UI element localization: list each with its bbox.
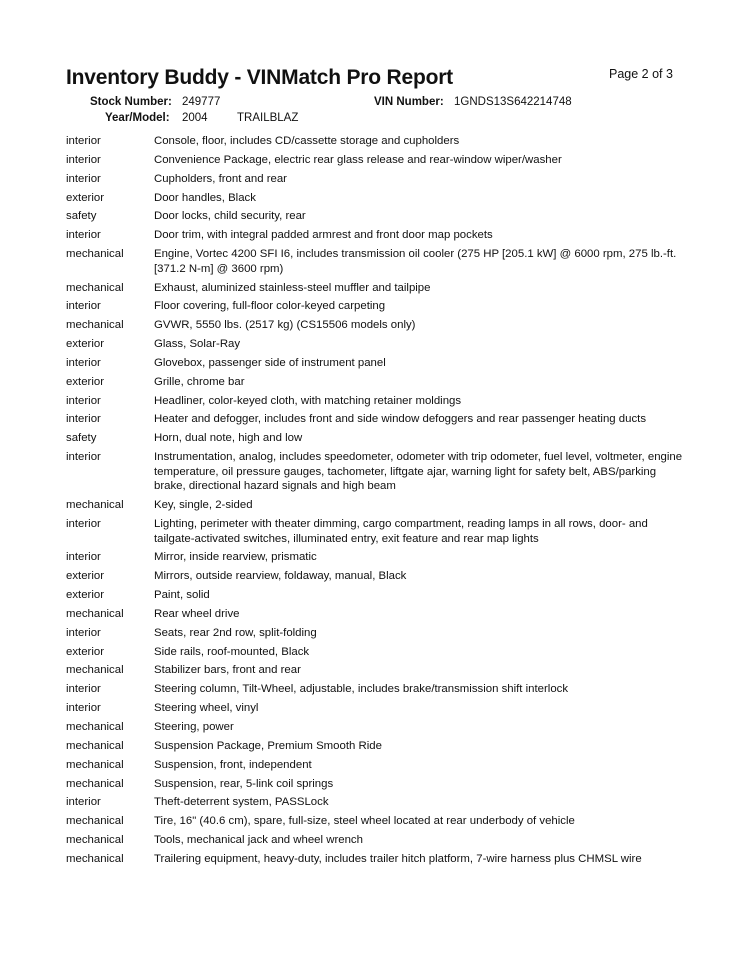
equipment-category: exterior	[66, 375, 104, 388]
equipment-category: interior	[66, 172, 101, 185]
equipment-description: Theft-deterrent system, PASSLock	[154, 796, 329, 809]
equipment-description: Trailering equipment, heavy-duty, includes trailer hitch platform, 7-wire harness plus CHMSL wire	[154, 852, 642, 865]
equipment-category: interior	[66, 356, 101, 369]
stock-number-value: 249777	[182, 96, 221, 108]
stock-number-label: Stock Number:	[90, 96, 172, 108]
equipment-row	[66, 337, 686, 352]
equipment-category: mechanical	[66, 664, 124, 677]
equipment-row	[66, 191, 686, 206]
equipment-row	[66, 299, 686, 314]
equipment-row	[66, 852, 686, 867]
equipment-category: interior	[66, 153, 101, 166]
equipment-category: mechanical	[66, 607, 124, 620]
equipment-row	[66, 682, 686, 697]
equipment-description: Exhaust, aluminized stainless-steel muffler and tailpipe	[154, 281, 431, 294]
equipment-category: interior	[66, 135, 101, 147]
equipment-description: Door trim, with integral padded armrest and front door map pockets	[154, 229, 493, 242]
equipment-row	[66, 607, 686, 622]
equipment-row	[66, 172, 686, 187]
equipment-category: exterior	[66, 338, 104, 351]
equipment-row	[66, 569, 686, 584]
equipment-category: mechanical	[66, 248, 124, 261]
equipment-category: interior	[66, 229, 101, 242]
year-value: 2004	[182, 112, 208, 124]
equipment-description: Suspension Package, Premium Smooth Ride	[154, 739, 382, 752]
equipment-category: mechanical	[66, 852, 124, 865]
equipment-row	[66, 356, 686, 371]
equipment-category: interior	[66, 517, 101, 530]
equipment-description: Side rails, roof-mounted, Black	[154, 645, 310, 658]
equipment-description: Rear wheel drive	[154, 607, 240, 620]
equipment-description: Mirror, inside rearview, prismatic	[154, 551, 317, 564]
equipment-row	[66, 833, 686, 848]
equipment-description: Floor covering, full-floor color-keyed carpeting	[154, 300, 386, 313]
equipment-description: Lighting, perimeter with theater dimming, cargo compartment, reading lamps in all rows, door- and tailgate-activated switches, illuminated entry, exit feature and rear map lights	[154, 517, 648, 545]
equipment-description: Stabilizer bars, front and rear	[154, 664, 301, 677]
equipment-category: mechanical	[66, 758, 124, 771]
model-value: TRAILBLAZ	[237, 112, 299, 124]
equipment-category: interior	[66, 796, 101, 809]
equipment-row	[66, 588, 686, 603]
equipment-category: mechanical	[66, 281, 124, 294]
equipment-row	[66, 228, 686, 243]
equipment-category: interior	[66, 683, 101, 696]
equipment-row	[66, 318, 686, 333]
equipment-category: mechanical	[66, 777, 124, 790]
equipment-category: mechanical	[66, 721, 124, 733]
equipment-category: interior	[66, 451, 101, 464]
equipment-description: Mirrors, outside rearview, foldaway, manual, Black	[154, 570, 407, 583]
equipment-row	[66, 758, 686, 773]
equipment-row	[66, 134, 686, 149]
equipment-row	[66, 777, 686, 792]
equipment-category: interior	[66, 394, 101, 407]
equipment-row	[66, 153, 686, 168]
equipment-category: mechanical	[66, 834, 124, 847]
equipment-description: Grille, chrome bar	[154, 375, 245, 388]
equipment-description: Headliner, color-keyed cloth, with matching retainer moldings	[154, 394, 462, 407]
equipment-row	[66, 498, 686, 513]
equipment-row	[66, 701, 686, 716]
report-title: Inventory Buddy - VINMatch Pro Report	[66, 66, 453, 89]
equipment-description: Glass, Solar-Ray	[154, 338, 241, 351]
equipment-row	[66, 795, 686, 810]
equipment-description: Door locks, child security, rear	[154, 210, 306, 223]
equipment-category: mechanical	[66, 815, 124, 828]
equipment-row	[66, 814, 686, 829]
equipment-row	[66, 394, 686, 409]
equipment-row	[66, 375, 686, 390]
equipment-category: interior	[66, 300, 101, 313]
equipment-description: Steering, power	[154, 721, 234, 733]
equipment-row	[66, 281, 686, 296]
equipment-description: Console, floor, includes CD/cassette storage and cupholders	[154, 135, 460, 147]
equipment-description: GVWR, 5550 lbs. (2517 kg) (CS15506 models only)	[154, 319, 416, 332]
equipment-description: Heater and defogger, includes front and side window defoggers and rear passenger heating ducts	[154, 413, 647, 426]
equipment-description: Tools, mechanical jack and wheel wrench	[154, 834, 363, 847]
equipment-description: Suspension, rear, 5-link coil springs	[154, 777, 334, 790]
vin-value: 1GNDS13S642214748	[454, 96, 572, 108]
equipment-row	[66, 645, 686, 660]
equipment-row	[66, 412, 686, 427]
equipment-category: mechanical	[66, 499, 124, 512]
equipment-description: Instrumentation, analog, includes speedometer, odometer with trip odometer, fuel level, voltmeter, engine temperature, oil pressure gauges, tachometer, liftgate ajar, warning light for safety belt, ABS/parking brake, directional hazard signals and high beam	[154, 451, 683, 493]
equipment-description: Tire, 16" (40.6 cm), spare, full-size, steel wheel located at rear underbody of vehicle	[154, 815, 575, 828]
equipment-row	[66, 450, 686, 494]
page-number: Page 2 of 3	[609, 67, 673, 81]
vin-label: VIN Number:	[374, 96, 444, 108]
equipment-row	[66, 247, 686, 276]
equipment-description: Cupholders, front and rear	[154, 172, 287, 185]
equipment-description: Engine, Vortec 4200 SFI I6, includes transmission oil cooler (275 HP [205.1 kW] @ 6000 rpm, 275 lb.-ft. [371.2 N-m] @ 3600 rpm)	[154, 248, 677, 275]
equipment-category: interior	[66, 413, 101, 426]
equipment-row	[66, 739, 686, 754]
equipment-description: Steering wheel, vinyl	[154, 702, 259, 715]
equipment-description: Door handles, Black	[154, 191, 256, 204]
equipment-row	[66, 626, 686, 641]
equipment-row	[66, 663, 686, 678]
equipment-description: Steering column, Tilt-Wheel, adjustable, includes brake/transmission shift interlock	[154, 683, 569, 696]
equipment-category: interior	[66, 551, 101, 564]
equipment-category: interior	[66, 626, 101, 639]
equipment-row	[66, 550, 686, 565]
equipment-category: exterior	[66, 645, 104, 658]
year-model-label: Year/Model:	[105, 112, 170, 124]
equipment-description: Seats, rear 2nd row, split-folding	[154, 626, 317, 639]
equipment-category: interior	[66, 702, 101, 715]
equipment-category: mechanical	[66, 739, 124, 752]
equipment-category: exterior	[66, 191, 104, 204]
equipment-description: Paint, solid	[154, 589, 210, 602]
equipment-list	[66, 134, 686, 871]
equipment-description: Glovebox, passenger side of instrument panel	[154, 356, 386, 369]
equipment-row	[66, 209, 686, 224]
equipment-category: exterior	[66, 589, 104, 602]
equipment-row	[66, 431, 686, 446]
equipment-category: safety	[66, 210, 97, 223]
equipment-category: exterior	[66, 570, 104, 583]
equipment-row	[66, 720, 686, 735]
equipment-description: Horn, dual note, high and low	[154, 432, 303, 445]
equipment-row	[66, 517, 686, 546]
equipment-category: safety	[66, 432, 97, 445]
equipment-description: Convenience Package, electric rear glass release and rear-window wiper/washer	[154, 153, 562, 166]
equipment-category: mechanical	[66, 319, 124, 332]
equipment-description: Key, single, 2-sided	[154, 499, 253, 512]
equipment-description: Suspension, front, independent	[154, 758, 312, 771]
